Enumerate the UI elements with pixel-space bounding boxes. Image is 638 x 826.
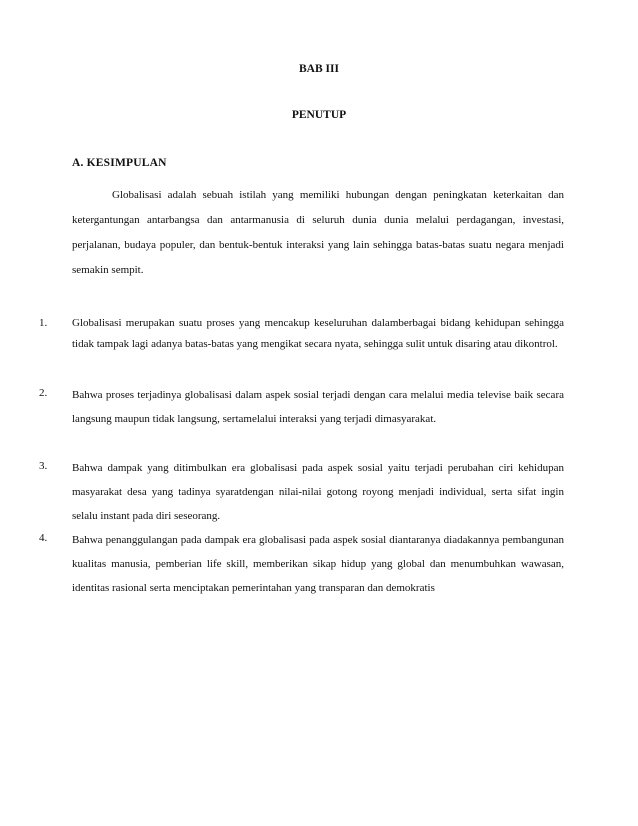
list-item-number: 3. bbox=[39, 460, 48, 472]
list-item-text: Bahwa dampak yang ditimbulkan era globalisasi pada aspek sosial yaitu terjadi perubahan ciri kehidupan masyarakat desa yang tadinya syaratdengan nilai-nilai gotong royong menjadi individual, serta sifat ingin selalu instant pada diri seseorang. bbox=[72, 462, 564, 522]
list-item-text: Globalisasi merupakan suatu proses yang mencakup keseluruhan dalamberbagai bidang kehidupan sehingga tidak tampak lagi adanya batas-batas yang mengikat secara nyata, sehingga sulit untuk disaring atau dikontrol. bbox=[72, 317, 564, 350]
list-item-text: Bahwa proses terjadinya globalisasi dalam aspek sosial terjadi dengan cara melalui media televise baik secara langsung maupun tidak langsung, sertamelalui interaksi yang terjadi dimasyarakat. bbox=[72, 389, 564, 425]
list-item-number: 2. bbox=[39, 387, 48, 399]
list-item-number: 1. bbox=[39, 317, 48, 329]
list-item-text: Bahwa penanggulangan pada dampak era globalisasi pada aspek sosial diantaranya diadakannya pembangunan kualitas manusia, pemberian life skill, memberikan sikap hidup yang global dan menumbuhkan wawasan, identitas rasional serta menciptakan pemerintahan yang transparan dan demokratis bbox=[72, 534, 564, 594]
list-item-number: 4. bbox=[39, 532, 48, 544]
section-title: A. KESIMPULAN bbox=[72, 157, 167, 169]
intro-paragraph: Globalisasi adalah sebuah istilah yang memiliki hubungan dengan peningkatan keterkaitan dan ketergantungan antarbangsa dan antarmanusia di seluruh dunia dunia melalui perdagangan, investasi, perjalanan, budaya populer, dan bentuk-bentuk interaksi yang lain sehingga batas-batas suatu negara menjadi semakin sempit. bbox=[72, 189, 564, 276]
chapter-heading: BAB III bbox=[299, 63, 339, 75]
chapter-title: PENUTUP bbox=[291, 109, 347, 121]
